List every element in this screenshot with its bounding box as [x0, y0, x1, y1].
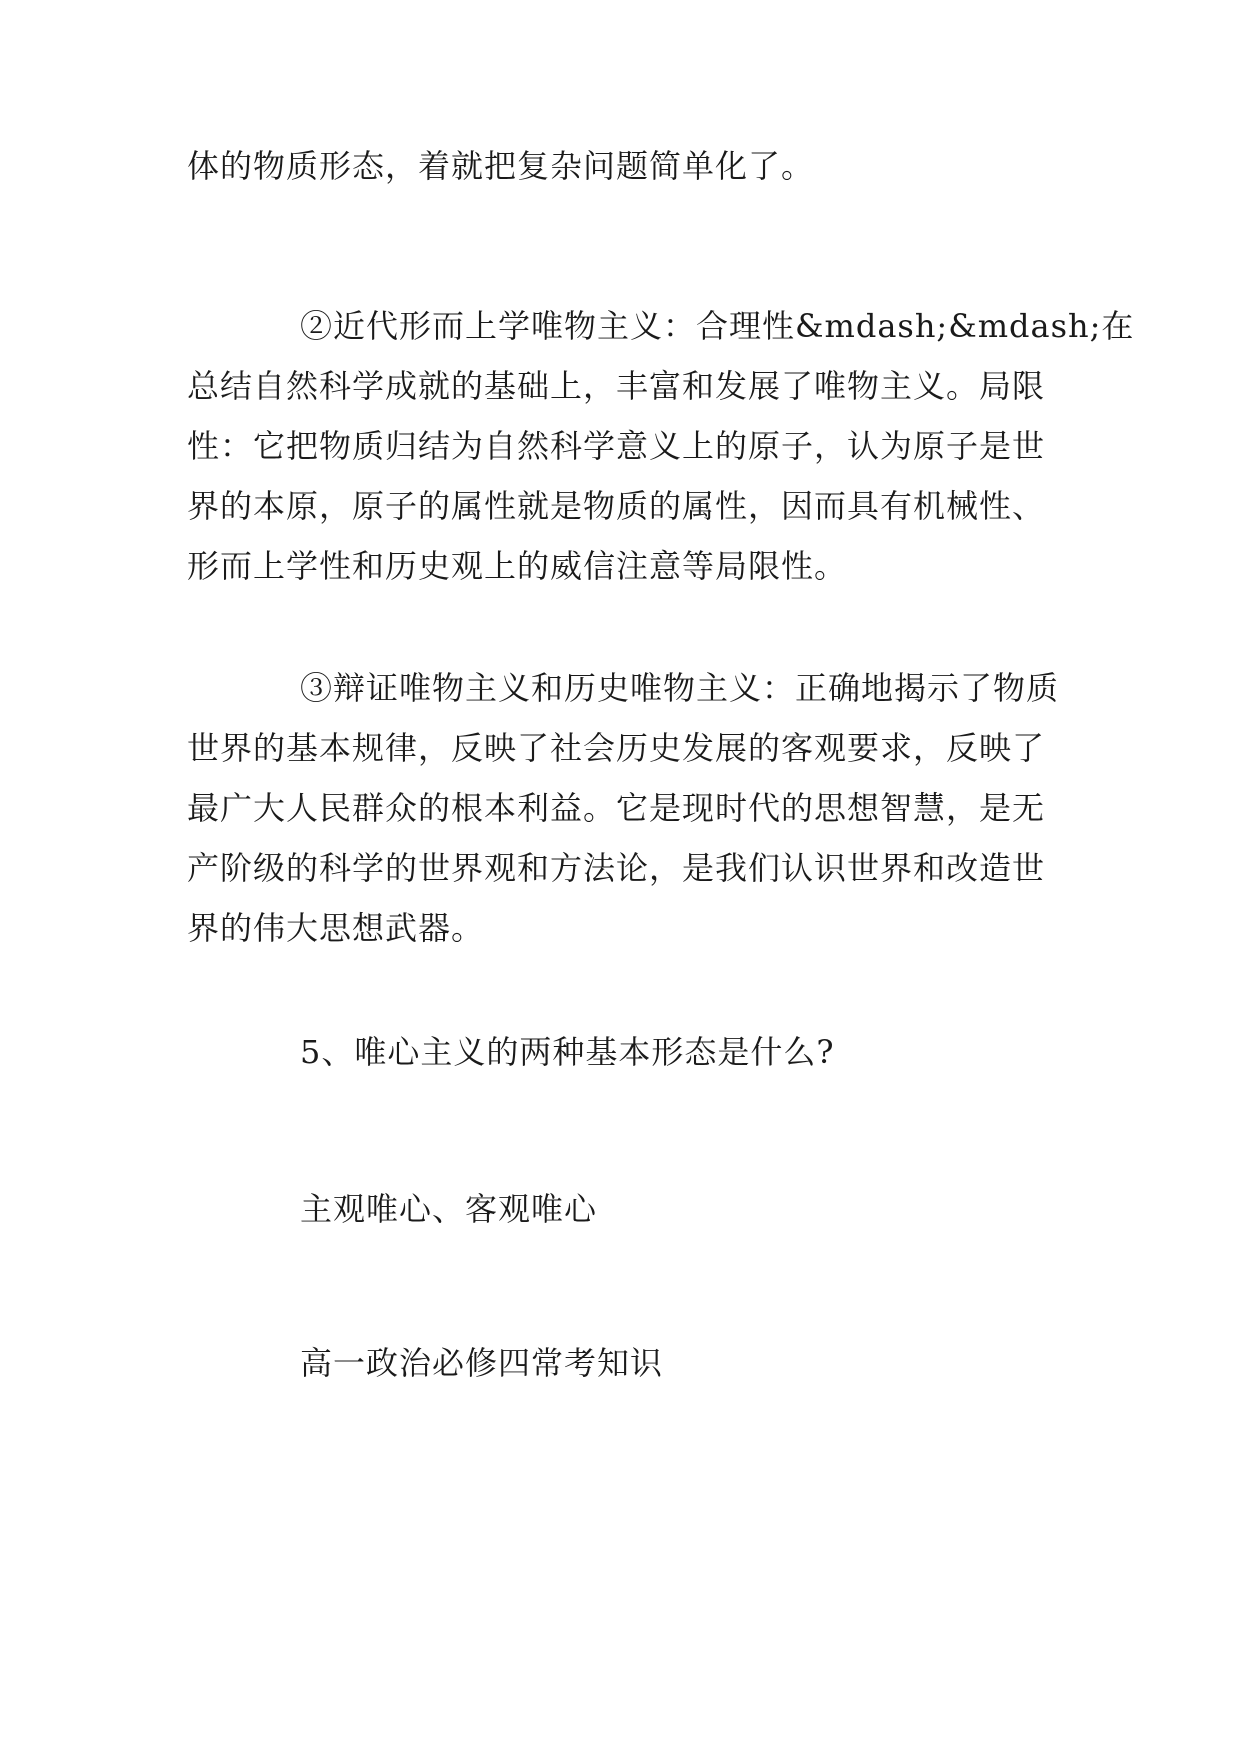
question-5: 5、唯心主义的两种基本形态是什么? [300, 1033, 835, 1071]
text-line: 产阶级的科学的世界观和方法论，是我们认识世界和改造世 [187, 849, 1046, 887]
text-line: 形而上学性和历史观上的威信注意等局限性。 [187, 547, 848, 585]
text-line: 体的物质形态，着就把复杂问题简单化了。 [187, 147, 815, 185]
text-line: 界的伟大思想武器。 [187, 909, 485, 947]
text-line: 性：它把物质归结为自然科学意义上的原子，认为原子是世 [187, 427, 1046, 465]
text-line: ③辩证唯物主义和历史唯物主义：正确地揭示了物质 [300, 669, 1060, 707]
answer-5: 主观唯心、客观唯心 [300, 1190, 598, 1228]
text-line: 总结自然科学成就的基础上，丰富和发展了唯物主义。局限 [187, 367, 1046, 405]
text-line: ②近代形而上学唯物主义：合理性&mdash;&mdash;在 [300, 307, 1135, 345]
section-title: 高一政治必修四常考知识 [300, 1344, 664, 1382]
paragraph-continuation [187, 136, 1065, 196]
paragraph-metaphysical-materialism [187, 296, 1135, 596]
text-line: 世界的基本规律，反映了社会历史发展的客观要求，反映了 [187, 729, 1046, 767]
paragraph-dialectical-materialism [187, 658, 1065, 958]
text-line: 最广大人民群众的根本利益。它是现时代的思想智慧，是无 [187, 789, 1046, 827]
text-line: 界的本原，原子的属性就是物质的属性，因而具有机械性、 [187, 487, 1046, 525]
